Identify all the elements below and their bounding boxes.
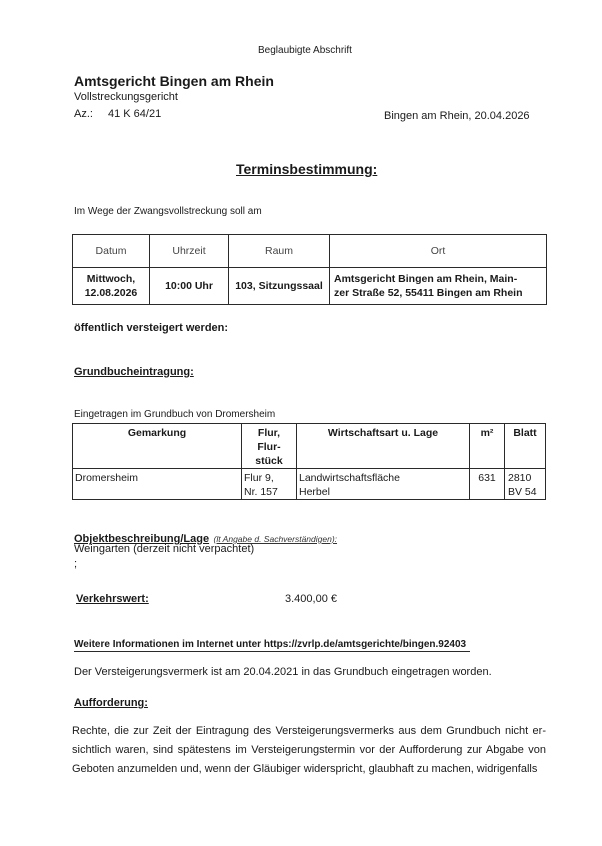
schedule-time: 10:00 Uhr — [150, 268, 229, 305]
schedule-row — [73, 268, 547, 305]
land-register-header-row — [73, 424, 546, 469]
land-register-note: Eingetragen im Grundbuch von Dromersheim — [74, 409, 276, 420]
header-flur-line1: Flur, Flur- — [257, 427, 281, 453]
row-blatt-line2: BV 54 — [508, 486, 537, 498]
row-wirtschaftsart-line2: Herbel — [299, 486, 330, 498]
auction-phrase: öffentlich versteigert werden: — [74, 322, 229, 334]
land-register-row — [73, 469, 546, 500]
schedule-header-time: Uhrzeit — [150, 235, 229, 268]
object-heading-note: (lt Angabe d. Sachverständigen): — [213, 534, 338, 544]
header-flur-line2: stück — [255, 455, 283, 467]
intro-text: Im Wege der Zwangsvollstreckung soll am — [74, 206, 262, 217]
row-flur — [242, 469, 297, 500]
schedule-header-row — [73, 235, 547, 268]
schedule-place-line2: zer Straße 52, 55411 Bingen am Rhein — [334, 287, 523, 299]
schedule-date — [73, 268, 150, 305]
row-flur-line2: Nr. 157 — [244, 486, 278, 498]
header-flur — [242, 424, 297, 469]
document-title: Terminsbestimmung: — [236, 161, 378, 177]
header-wirtschaftsart: Wirtschaftsart u. Lage — [297, 424, 470, 469]
object-description: Weingarten (derzeit nicht verpachtet) — [74, 543, 255, 555]
row-gemarkung: Dromersheim — [73, 469, 242, 500]
schedule-header-room: Raum — [229, 235, 330, 268]
row-wirtschaftsart-line1: Landwirtschaftsfläche — [299, 472, 400, 484]
place-and-date: Bingen am Rhein, 20.04.2026 — [384, 110, 530, 122]
row-blatt-line1: 2810 — [508, 472, 532, 484]
schedule-date-weekday: Mittwoch, — [86, 273, 136, 285]
register-note: Der Versteigerungsvermerk ist am 20.04.2021 in das Grundbuch eingetragen worden. — [74, 666, 492, 678]
schedule-place — [330, 268, 547, 305]
request-text: Rechte, die zur Zeit der Eintragung des Versteigerungsvermerks aus dem Grundbuch nicht er-sichtlich waren, sind spätestens im Versteigerungstermin vor der Aufforderung zur Abgabe von Geboten anzumelden und, wenn der Gläubiger widerspricht, glaubhaft zu machen, widrigenfalls — [72, 725, 546, 775]
header-blatt: Blatt — [505, 424, 546, 469]
schedule-header-place: Ort — [330, 235, 547, 268]
land-register-table — [72, 423, 546, 500]
certified-copy-note: Beglaubigte Abschrift — [258, 45, 352, 56]
schedule-place-line1: Amtsgericht Bingen am Rhein, Main- — [334, 273, 518, 285]
file-reference: 41 K 64/21 — [108, 108, 162, 120]
header-area: m² — [470, 424, 505, 469]
row-flur-line1: Flur 9, — [244, 472, 274, 484]
more-info-link[interactable]: Weitere Informationen im Internet unter https://zvrlp.de/amtsgerichte/bingen.92403 — [74, 639, 470, 652]
header-gemarkung: Gemarkung — [73, 424, 242, 469]
row-wirtschaftsart — [297, 469, 470, 500]
auction-schedule-table — [72, 234, 547, 305]
court-department: Vollstreckungsgericht — [74, 91, 178, 103]
court-name: Amtsgericht Bingen am Rhein — [74, 73, 274, 89]
request-heading: Aufforderung: — [74, 697, 148, 709]
row-area: 631 — [470, 469, 505, 500]
object-extra: ; — [74, 558, 78, 570]
market-value: 3.400,00 € — [285, 593, 337, 605]
object-heading: Objektbeschreibung/Lage — [74, 533, 210, 545]
row-blatt — [505, 469, 546, 500]
market-value-label: Verkehrswert: — [76, 593, 149, 605]
schedule-room: 103, Sitzungssaal — [229, 268, 330, 305]
schedule-date-value: 12.08.2026 — [84, 287, 138, 299]
schedule-header-date: Datum — [73, 235, 150, 268]
land-register-heading: Grundbucheintragung: — [74, 366, 194, 378]
file-reference-label: Az.: — [74, 108, 93, 120]
